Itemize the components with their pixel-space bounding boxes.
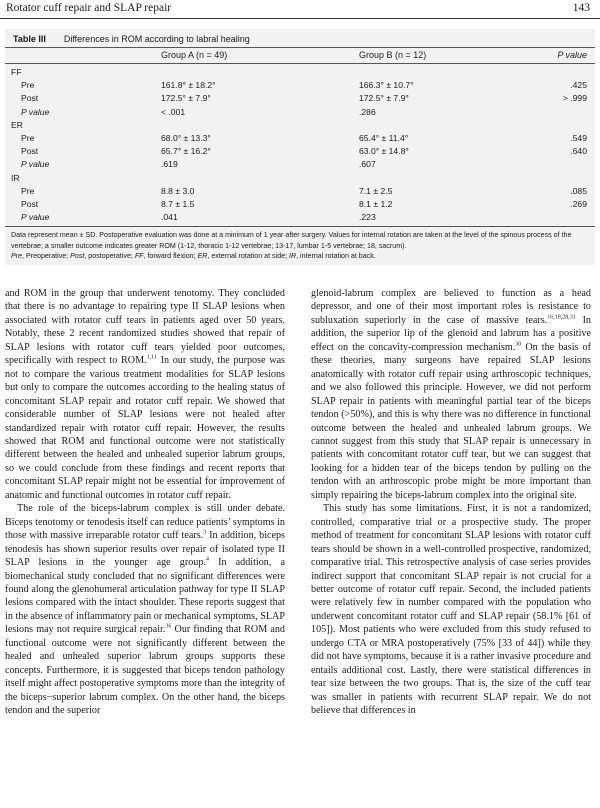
text-run: In addition, a biomechanical study concluded that no significant differences were found along the glenohumeral articulation pathway for type II SLAP lesions compared with the intact shoulder. These reports suggest that in the absence of inflammatory pain or mechanical symptoms, SLAP lesions may not require surgical repair. <box>5 557 285 636</box>
citation: 30 <box>515 341 522 348</box>
abbreviation: ER <box>197 252 208 260</box>
row-label: Pre <box>21 133 35 143</box>
table-row <box>5 93 595 105</box>
group-a-cell: 8.8 ± 3.0 <box>161 185 195 196</box>
text-run: In our study, the purpose was not to compare the various treatment modalities for SLAP lesions but only to compare the outcomes according to the healing status of concomitant SLAP repair and rotator cuff repair. We showed that considerable number of SLAP lesions were not healed after standardized repair with rotator cuff repair. However, the results showed that ROM and functional outcome were not statistically different between the healed and unhealed superior labrum groups, so we could conclude from these findings and recent reports that concomitant SLAP repair might not be essential for improvement of anatomic and functional outcomes in rotator cuff repair. <box>5 355 285 501</box>
group-b-cell: .286 <box>359 106 376 117</box>
group-b-cell: .223 <box>359 212 376 223</box>
right-paragraph-1 <box>311 287 591 502</box>
group-a-cell: .619 <box>161 159 178 170</box>
table-iii <box>5 29 595 265</box>
left-text-column <box>5 287 285 718</box>
group-a-cell: 161.8° ± 18.2° <box>161 80 216 91</box>
row-label: Post <box>21 146 39 157</box>
right-paragraph-2: This study has some limitations. First, it is not a randomized, controlled, comparative trial or a prospective study. The proper method of treatment for concomitant SLAP lesions with rotator cuff tears should be shown in a well-controlled prospective, randomized, comparative trial. This retrospective analysis of case series provides indirect support that concomitant SLAP repair is not crucial for a better outcome of rotator cuff repair. Second, the included patients were relatively few in number compared with the population who underwent concomitant rotator cuff and SLAP repair (58.1% [61 of 105]). Most patients who were excluded from this study refused to undergo CTA or MRA postoperatively (75% [33 of 44]) while they did not have symptoms, because it is a rather invasive procedure and entails additional cost. Lastly, there were statistical differences in tear size between the two groups. That is, the size of the cuff tear was smaller in patients with recurrent SLAP repair. We do not believe that differences in <box>311 503 591 717</box>
table-row <box>5 107 595 119</box>
text-run: glenoid-labrum complex are believed to function as a head depressor, and one of their most important roles is resistance to subluxation superiorly in the case of massive tears. <box>311 288 591 326</box>
col-header-group-b: Group B (n = 12) <box>359 50 427 60</box>
row-label: IR <box>11 172 20 183</box>
table-row <box>5 120 595 132</box>
text-run: On the basis of these theories, many surgeons have repaired SLAP lesions anatomically with rotator cuff repair using arthroscopic techniques, and we also followed this principle. However, we did not perform SLAP repair in patients with meaningful partial tear of the biceps tendon (>50%), and this is why there was no difference in functional outcome between the healed and unhealed labrum groups. We cannot suggest from this study that SLAP repair is unnecessary in patients with concomitant rotator cuff tear, but we can suggest that looking for a hidden tear of the biceps tendon by pulling on the tendon with an arthroscopic probe might be more important than simply repairing the biceps-labrum complex into the original site. <box>311 341 591 501</box>
table-bottom-rule <box>5 226 595 227</box>
table-row <box>5 199 595 211</box>
row-label: Pre <box>21 185 35 196</box>
col-header-p-value: P value <box>557 50 587 60</box>
table-row <box>5 186 595 198</box>
table-footnote-main: Data represent mean ± SD. Postoperative evaluation was done at a minimum of 1 year after surgery. Values for internal rotation are taken at the level of the spinous process of the vertebrae; a smaller outcome indicates greater ROM (1-12, thoracic 1-12 vertebrae; 13-17, lumbar 1-5 vertebrae; 18, sacrum). <box>11 231 572 250</box>
group-b-cell: 7.1 ± 2.5 <box>359 185 393 196</box>
group-b-cell: 65.4° ± 11.4° <box>359 133 409 143</box>
abbreviation-definition: , postoperative; <box>84 252 135 260</box>
abbreviation-definition: , Preoperative; <box>22 252 71 260</box>
running-title: Rotator cuff repair and SLAP repair <box>6 2 172 14</box>
table-row <box>5 173 595 185</box>
abbreviation-definition: , forward flexion; <box>143 252 198 260</box>
group-a-cell: 172.5° ± 7.9° <box>161 93 211 104</box>
right-text-column <box>311 287 591 718</box>
group-b-cell: 63.0° ± 14.8° <box>359 146 409 157</box>
group-b-cell: 172.5° ± 7.9° <box>359 93 409 104</box>
group-b-cell: 8.1 ± 1.2 <box>359 199 393 209</box>
p-value-cell: .549 <box>570 133 587 143</box>
group-a-cell: 68.0° ± 13.3° <box>161 133 211 143</box>
citation: 3 <box>203 529 207 536</box>
col-header-group-a: Group A (n = 49) <box>161 50 228 60</box>
abbreviation-definition: , internal rotation at back. <box>296 252 376 260</box>
table-caption <box>13 34 250 44</box>
p-value-cell: .269 <box>570 199 587 209</box>
row-label: P value <box>21 212 50 223</box>
abbreviation: Pre <box>11 252 23 260</box>
abbreviation-definition: , external rotation at side; <box>207 252 290 260</box>
table-footnote-abbreviations <box>11 251 591 262</box>
running-header <box>0 0 600 18</box>
text-run: Our finding that ROM and functional outcome were not significantly different between the healed and unhealed superior labrum groups supports these concepts. Furthermore, it is suggested that biceps tendon pathology itself might affect postoperative symptoms more than the integrity of the biceps−superior labrum complex. On the other hand, the biceps tendon and the superior <box>5 624 285 717</box>
abbreviation: FF <box>134 252 144 260</box>
group-a-cell: 65.7° ± 16.2° <box>161 146 211 157</box>
citation: 4 <box>205 556 209 563</box>
row-label: Pre <box>21 80 35 91</box>
row-label: Post <box>21 199 39 209</box>
table-title: Differences in ROM according to labral healing <box>63 34 250 44</box>
text-run: and ROM in the group that underwent tenotomy. They concluded that there is no advantage to repairing type II SLAP lesions when associated with rotator cuff tears in patients aged over 50 years. Notably, these 2 recent randomized studies showed that repair of SLAP lesions with rotator cuff tears yielded poor outcomes, specifically with respect to ROM. <box>5 288 285 367</box>
abbreviation: Post <box>70 252 85 260</box>
group-a-cell: < .001 <box>161 106 186 117</box>
row-label: P value <box>21 159 50 170</box>
text-run: In addition, biceps tenodesis has shown superior results over repair of isolated type II SLAP lesions in the younger age group. <box>5 530 285 569</box>
row-label: Post <box>21 93 39 104</box>
row-label: ER <box>11 119 23 130</box>
group-b-cell: .607 <box>359 159 376 170</box>
p-value-cell: .425 <box>570 80 587 91</box>
table-top-rule <box>5 47 595 48</box>
table-row <box>5 159 595 171</box>
table-footnote <box>11 230 591 262</box>
table-row <box>5 67 595 79</box>
abbreviation: IR <box>289 252 297 260</box>
citation: 36 <box>165 623 172 630</box>
citation: 1,11 <box>146 354 157 361</box>
header-rule <box>0 18 600 19</box>
group-a-cell: 8.7 ± 1.5 <box>161 199 195 209</box>
row-label: P value <box>21 106 50 117</box>
table-row <box>5 146 595 158</box>
table-row <box>5 80 595 92</box>
group-a-cell: .041 <box>161 212 178 223</box>
table-row <box>5 133 595 145</box>
text-run: In addition, the superior lip of the glenoid and labrum has a positive effect on the concavity-compression mechanism. <box>311 314 591 353</box>
left-paragraph-1 <box>5 287 285 502</box>
table-header-rule <box>5 63 595 64</box>
citation: 16,18,28,31 <box>547 314 576 321</box>
page-number: 143 <box>572 2 590 14</box>
p-value-cell: .085 <box>570 185 587 196</box>
group-b-cell: 166.3° ± 10.7° <box>359 80 414 91</box>
table-label: Table III <box>13 34 46 44</box>
text-run: The role of the biceps-labrum complex is still under debate. Biceps tenotomy or tenodesis itself can reduce patients’ symptoms in those with massive irreparable rotator cuff tears. <box>5 503 285 542</box>
row-label: FF <box>11 67 22 77</box>
p-value-cell: > .999 <box>562 93 587 104</box>
left-paragraph-2 <box>5 502 285 717</box>
p-value-cell: .640 <box>570 146 587 157</box>
table-row <box>5 212 595 224</box>
